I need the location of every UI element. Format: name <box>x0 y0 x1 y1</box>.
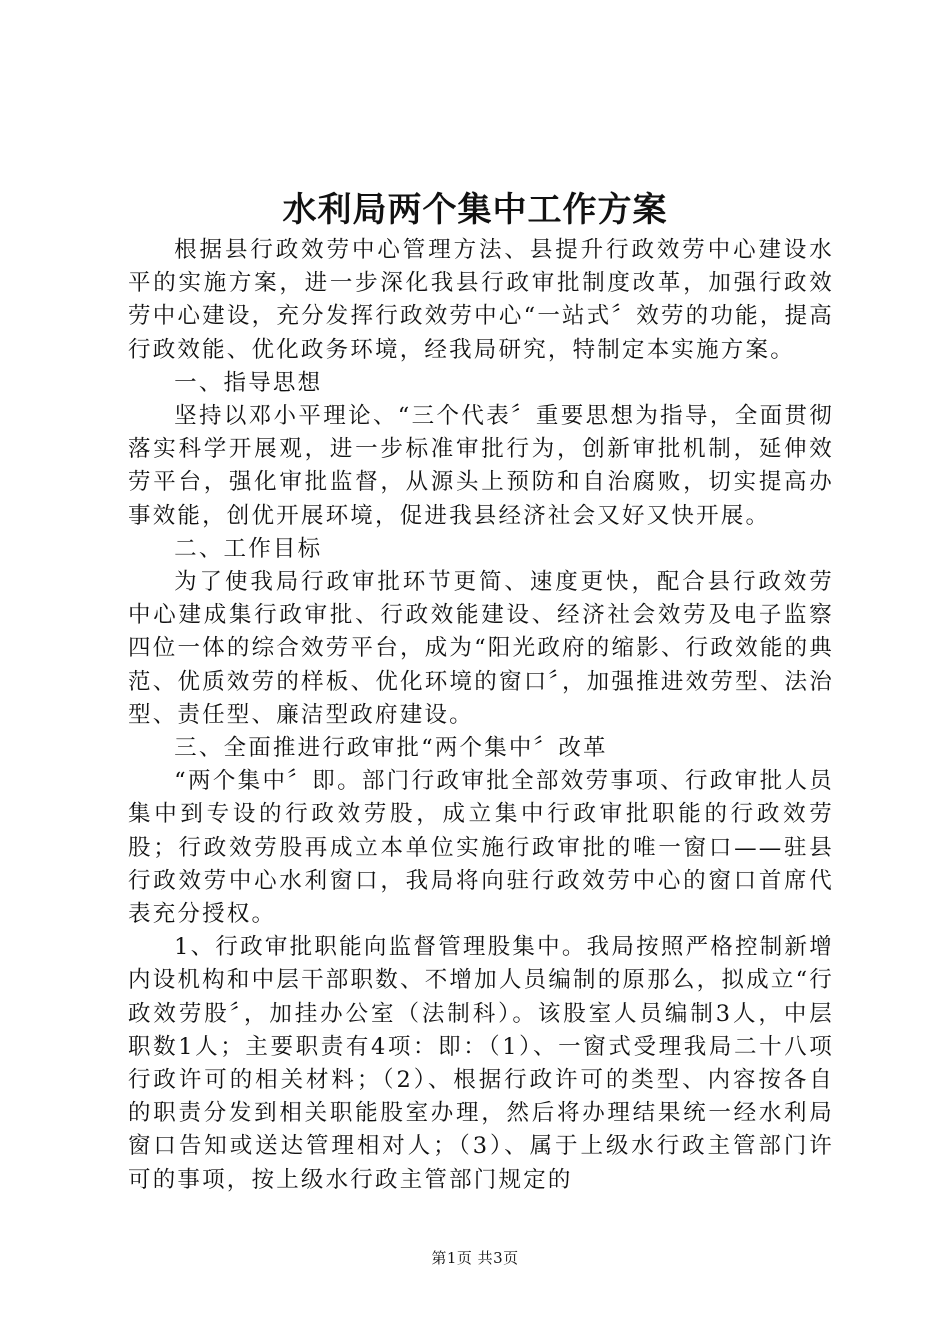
document-body <box>128 234 834 1197</box>
section-heading-reform: 三、全面推进行政审批“两个集中〞改革 <box>174 735 608 762</box>
intro-paragraph: 根据县行政效劳中心管理方法、县提升行政效劳中心建设水平的实施方案，进一步深化我县行政审批制度改革，加强行政效劳中心建设，充分发挥行政效劳中心“一站式〞效劳的功能，提高行政效能、优化政务环境，经我局研究，特制定本实施方案。 <box>128 237 834 363</box>
section-heading-guiding-thought: 一、指导思想 <box>174 369 323 396</box>
work-goal-paragraph: 为了使我局行政审批环节更简、速度更快，配合县行政效劳中心建成集行政审批、行政效能建设、经济社会效劳及电子监察四位一体的综合效劳平台，成为“阳光政府的缩影、行政效能的典范、优质效劳的样板、优化环境的窗口〞，加强推进效劳型、法治型、责任型、廉洁型政府建设。 <box>128 569 834 728</box>
guiding-thought-paragraph: 坚持以邓小平理论、“三个代表〞重要思想为指导，全面贯彻落实科学开展观，进一步标准审批行为，创新审批机制，延伸效劳平台，强化审批监督，从源头上预防和自治腐败，切实提高办事效能，创优开展环境，促进我县经济社会又好又快开展。 <box>128 403 834 529</box>
reform-paragraph: “两个集中〞即。部门行政审批全部效劳事项、行政审批人员集中到专设的行政效劳股，成立集中行政审批职能的行政效劳股；行政效劳股再成立本单位实施行政审批的唯一窗口——驻县行政效劳中心水利窗口，我局将向驻行政效劳中心的窗口首席代表充分授权。 <box>128 768 834 928</box>
page-footer: 第1页 共3页 <box>431 1249 519 1267</box>
section-heading-work-goal: 二、工作目标 <box>174 535 323 562</box>
document-title: 水利局两个集中工作方案 <box>282 190 668 230</box>
item-1-paragraph: 1、行政审批职能向监督管理股集中。我局按照严格控制新增内设机构和中层干部职数、不增加人员编制的原那么，拟成立“行政效劳股〞，加挂办公室（法制科）。该股室人员编制3人，中层职数1人；主要职责有4项：即：（1）、一窗式受理我局二十八项行政许可的相关材料；（2）、根据行政许可的类型、内容按各自的职责分发到相关职能股室办理，然后将办理结果统一经水利局窗口告知或送达管理相对人；（3）、属于上级水行政主管部门许可的事项，按上级水行政主管部门规定的 <box>128 934 834 1193</box>
